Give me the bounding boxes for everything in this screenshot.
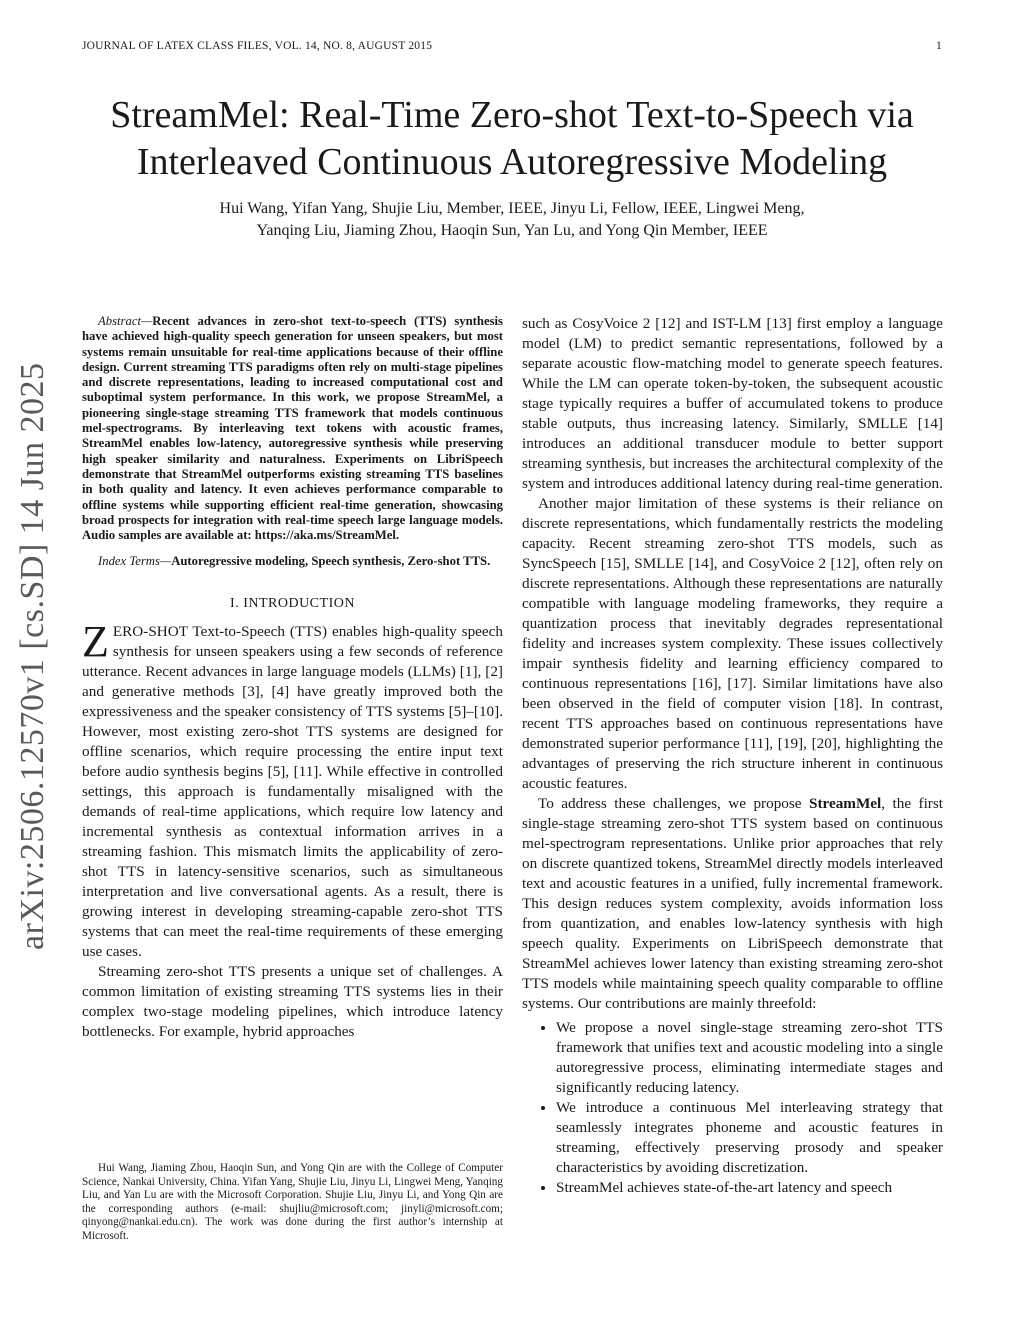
index-terms-text: Autoregressive modeling, Speech synthesis, Zero-shot TTS. <box>171 554 491 569</box>
p4-bold-system-name: StreamMel <box>809 795 882 812</box>
abstract-label: Abstract— <box>98 314 153 328</box>
intro-paragraph-1 <box>82 616 503 962</box>
title-line-1: StreamMel: Real-Time Zero-shot Text-to-Speech via <box>110 94 914 136</box>
arxiv-identifier: arXiv:2506.12570v1 [cs.SD] 14 Jun 2025 <box>14 362 51 950</box>
section-heading-introduction: I. INTRODUCTION <box>230 595 355 611</box>
right-column <box>522 314 943 1198</box>
title-line-2: Interleaved Continuous Autoregressive Modeling <box>136 141 888 183</box>
p4-pre: To address these challenges, we propose <box>538 795 809 812</box>
running-header <box>82 40 942 52</box>
authors-line-1: Hui Wang, Yifan Yang, Shujie Liu, Member, IEEE, Jinyu Li, Fellow, IEEE, Lingwei Meng, <box>219 200 805 217</box>
author-list <box>90 198 934 242</box>
p4-post: , the first single-stage streaming zero-shot TTS system based on continuous mel-spectrogram representations. Unlike prior approaches that rely on discrete quantized tokens, StreamMel directly models interleaved text and acoustic features in a unified, fully incremental framework. This design reduces system complexity, avoids information loss from quantization, and enables low-latency synthesis with high speech quality. Experiments on LibriSpeech demonstrate that StreamMel achieves lower latency than existing streaming zero-shot TTS models while maintaining speech quality comparable to offline systems. Our contributions are mainly threefold: <box>522 795 943 1012</box>
left-column <box>82 314 503 1042</box>
authors-line-2: Yanqing Liu, Jiaming Zhou, Haoqin Sun, Yan Lu, and Yong Qin Member, IEEE <box>256 222 768 239</box>
intro-paragraph-4 <box>522 794 943 1014</box>
list-item: • We propose a novel single-stage streaming zero-shot TTS framework that unifies text and acoustic modeling into a single autoregressive process, eliminating intermediate stages and significantly reducing latency. <box>556 1018 943 1098</box>
abstract <box>82 314 503 543</box>
footnote-text: Hui Wang, Jiaming Zhou, Haoqin Sun, and Yong Qin are with the College of Computer Science, Nankai University, China. Yifan Yang, Shujie Liu, Jinyu Li, Lingwei Meng, Yanqing Liu, and Yan Lu are with the Microsoft Corporation. Shujie Liu, Jinyu Li, and Yong Qin are the corresponding authors (e-mail: shujliu@microsoft.com; jinyli@microsoft.com; qinyong@nankai.edu.cn). The work was done during the first author’s internship at Microsoft. <box>82 1162 503 1242</box>
contributions-list <box>522 1018 943 1198</box>
intro-paragraph-1-text: ERO-SHOT Text-to-Speech (TTS) enables high-quality speech synthesis for unseen speakers using a few seconds of reference utterance. Recent advances in large language models (LLMs) [1], [2] and generative methods [3], [4] have greatly improved both the expressiveness and the speaker consistency of TTS systems [5]–[10]. However, most existing zero-shot TTS systems are designed for offline scenarios, which require processing the entire input text before audio synthesis begins [5], [11]. While effective in controlled settings, this approach is fundamentally misaligned with the demands of real-time applications, which require low latency and incremental synthesis as contextual information arrives in a streaming fashion. This mismatch limits the applicability of zero-shot TTS in latency-sensitive scenarios, such as simultaneous interpretation and live conversational agents. As a result, there is growing interest in developing streaming-capable zero-shot TTS systems that can meet the real-time requirements of these emerging use cases. <box>82 622 503 960</box>
index-terms <box>82 554 503 569</box>
page-number: 1 <box>936 40 942 52</box>
intro-paragraph-2-continued: such as CosyVoice 2 [12] and IST-LM [13] first employ a language model (LM) to predict semantic representations, followed by a separate acoustic flow-matching model to generate speech features. While the LM can operate token-by-token, the subsequent acoustic stage typically requires a buffer of accumulated tokens to produce stable outputs, thus increasing latency. Similarly, SMLLE [14] introduces an additional transducer module to better support streaming synthesis, but increases the architectural complexity of the system and introduces additional latency during real-time generation. <box>522 315 943 492</box>
index-terms-label: Index Terms— <box>98 554 172 569</box>
intro-paragraph-2: Streaming zero-shot TTS presents a unique set of challenges. A common limitation of existing streaming TTS systems lies in their complex two-stage modeling pipelines, which introduce latency bottlenecks. For example, hybrid approaches <box>82 962 503 1040</box>
author-affiliation-footnote <box>82 1162 503 1244</box>
list-item: • We introduce a continuous Mel interleaving strategy that seamlessly integrates phoneme and acoustic features in streaming, effectively preserving prosody and speaker characteristics by avoiding discretization. <box>556 1098 943 1178</box>
list-item: • StreamMel achieves state-of-the-art latency and speech <box>556 1178 943 1198</box>
journal-name: JOURNAL OF LATEX CLASS FILES, VOL. 14, NO. 8, AUGUST 2015 <box>82 40 433 52</box>
intro-paragraph-3: Another major limitation of these systems is their reliance on discrete representations, which fundamentally restricts the modeling capacity. Recent streaming zero-shot TTS models, such as SyncSpeech [15], SMLLE [14], and CosyVoice 2 [12], often rely on discrete representations. Although these representations are naturally compatible with language modeling frameworks, they require a quantization process that inevitably degrades representational fidelity and increases system complexity. These issues collectively impair synthesis fidelity and learning efficiency compared to continuous representations [16], [17]. Similar limitations have also been observed in the field of computer vision [18]. In contrast, recent TTS approaches based on continuous representations have demonstrated superior performance [11], [19], [20], highlighting the advantages of preserving the rich structure inherent in continuous acoustic features. <box>522 495 943 792</box>
paper-title <box>60 92 964 186</box>
drop-cap: Z <box>82 616 109 666</box>
abstract-text: Recent advances in zero-shot text-to-speech (TTS) synthesis have achieved high-quality speech generation for unseen speakers, but most systems remain unsuitable for real-time applications because of their offline design. Current streaming TTS paradigms often rely on multi-stage pipelines and discrete representations, leading to increased computational cost and suboptimal system performance. In this work, we propose StreamMel, a pioneering single-stage streaming TTS framework that models continuous mel-spectrograms. By interleaving text tokens with acoustic frames, StreamMel enables low-latency, autoregressive synthesis while preserving high speaker similarity and naturalness. Experiments on LibriSpeech demonstrate that StreamMel outperforms existing streaming TTS baselines in both quality and latency. It even achieves performance comparable to offline systems while supporting efficient real-time generation, showcasing broad prospects for integration with real-time speech large language models. Audio samples are available at: https://aka.ms/StreamMel. <box>82 314 503 543</box>
